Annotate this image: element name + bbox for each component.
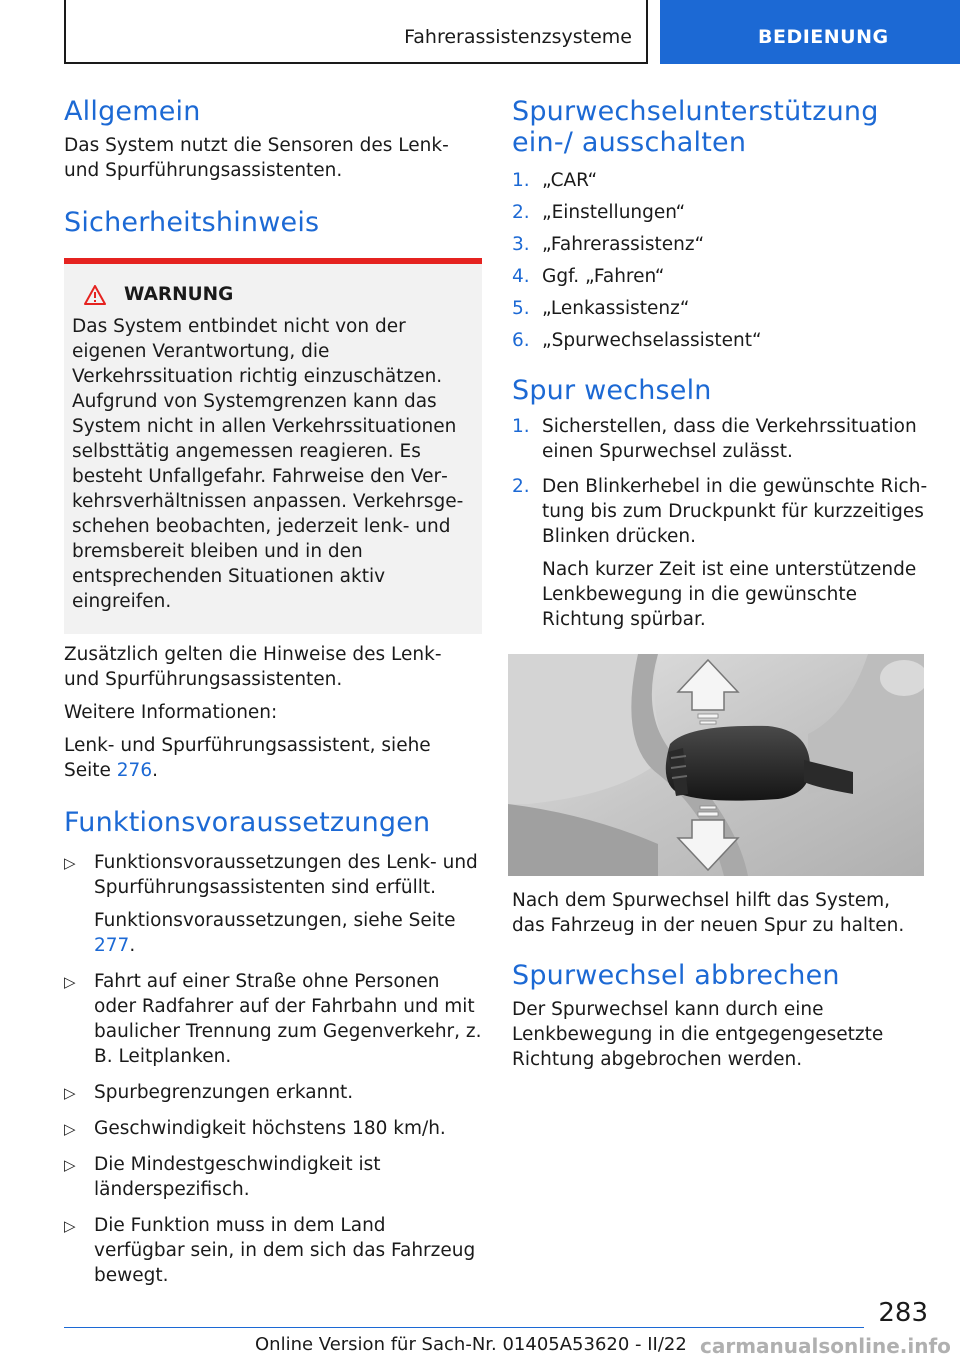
list-item xyxy=(64,1080,482,1105)
step-item xyxy=(512,414,928,464)
heading-spurwechsel-abbrechen: Spurwechsel abbrechen xyxy=(512,960,840,991)
step-number: 5. xyxy=(512,298,530,319)
header-chapter-tab xyxy=(660,0,960,64)
list-item xyxy=(64,1116,482,1141)
footer-online-version: Online Version für Sach-Nr. 01405A53620 - II/22 xyxy=(255,1334,687,1355)
step-number: 3. xyxy=(512,234,530,255)
ref-dot: . xyxy=(129,935,136,956)
triangle-bullet-icon: ▷ xyxy=(64,1156,76,1174)
step-item xyxy=(512,328,928,353)
heading-allgemein: Allgemein xyxy=(64,96,201,127)
step-item xyxy=(512,168,928,193)
step-item xyxy=(512,474,928,632)
heading-einausschalten: Spurwechselunterstützung ein-/ ausschalten xyxy=(512,96,879,158)
ref-text: Funktionsvoraussetzungen, siehe Seite xyxy=(94,910,456,931)
sicherheit-note-3 xyxy=(64,733,482,783)
triangle-bullet-icon: ▷ xyxy=(64,1084,76,1102)
right-column xyxy=(512,96,928,1072)
list-item-text: Geschwindigkeit höchstens 180 km/h. xyxy=(94,1118,446,1139)
heading-spur-wechseln: Spur wechseln xyxy=(512,375,712,406)
watermark: carmanualsonline.info xyxy=(700,1334,951,1358)
page-link-277[interactable]: 277 xyxy=(94,935,130,956)
step-text: „Lenkassistenz“ xyxy=(542,298,690,319)
triangle-bullet-icon: ▷ xyxy=(64,973,76,991)
einaus-steps xyxy=(512,168,928,353)
step-text: „Fahrerassistenz“ xyxy=(542,234,705,255)
list-item xyxy=(64,850,482,958)
allgemein-text: Das System nutzt die Sensoren des Lenk- und Spurführungsassistenten. xyxy=(64,135,449,181)
step-text: Sicherstellen, dass die Verkehrssituation einen Spurwechsel zulässt. xyxy=(542,416,917,462)
step-item xyxy=(512,232,928,257)
triangle-bullet-icon: ▷ xyxy=(64,854,76,872)
abbrechen-text: Der Spurwechsel kann durch eine Lenkbewegung in die entgegengesetzte Richtung abgebrochen werden. xyxy=(512,999,884,1070)
step-item xyxy=(512,264,928,289)
header-section-title: Fahrerassistenzsysteme xyxy=(404,26,632,48)
warning-title xyxy=(72,284,474,306)
step-text: Ggf. „Fahren“ xyxy=(542,266,665,287)
warning-box xyxy=(64,258,482,634)
triangle-bullet-icon: ▷ xyxy=(64,1217,76,1235)
step-number: 2. xyxy=(512,476,530,497)
list-item-text: Die Mindestgeschwindigkeit ist länderspezifisch. xyxy=(94,1154,381,1200)
ref-dot: . xyxy=(152,760,158,781)
header-section-box xyxy=(64,0,648,64)
page-number: 283 xyxy=(878,1298,928,1328)
sicherheit-note-1: Zusätzlich gelten die Hinweise des Lenk- und Spurführungsassistenten. xyxy=(64,644,442,690)
after-photo-text: Nach dem Spurwechsel hilft das System, das Fahrzeug in der neuen Spur zu halten. xyxy=(512,890,905,936)
warning-label: WARNUNG xyxy=(124,284,234,305)
step-text: Den Blinkerhebel in die gewünschte Richtung bis zum Druckpunkt für kurzzeitiges Blinken drücken. xyxy=(542,476,928,547)
page-link-276[interactable]: 276 xyxy=(116,760,153,781)
list-item-text: Fahrt auf einer Straße ohne Personen oder Radfahrer auf der Fahrbahn und mit baulicher Trennung zum Gegenverkehr, z. B. Leitplanken. xyxy=(94,971,482,1067)
list-item xyxy=(64,1213,482,1288)
turn-signal-lever-photo xyxy=(508,654,924,876)
triangle-bullet-icon: ▷ xyxy=(64,1120,76,1138)
list-item-sub xyxy=(94,908,482,958)
step-number: 1. xyxy=(512,416,530,437)
turn-signal-lever-illustration xyxy=(508,654,924,876)
ref-text: Lenk- und Spurführungsassistent, siehe Seite xyxy=(64,735,431,781)
step-text: „Einstellungen“ xyxy=(542,202,686,223)
sicherheit-note-2: Weitere Informationen: xyxy=(64,702,278,723)
header-chapter-title: BEDIENUNG xyxy=(758,26,889,48)
step-item xyxy=(512,200,928,225)
left-column xyxy=(64,96,482,1299)
heading-sicherheitshinweis: Sicherheitshinweis xyxy=(64,207,320,238)
heading-funktionsvoraussetzungen: Funktionsvoraussetzungen xyxy=(64,807,431,838)
warning-triangle-icon xyxy=(84,285,106,305)
step-text: „Spurwechselassistent“ xyxy=(542,330,762,351)
warning-text: Das System entbindet nicht von der eigenen Verantwortung, die Verkehrssituation richtig einzuschätzen. Aufgrund von Systemgrenzen kann das System nicht in allen Verkehrssituationen selbsttätig angemessen reagieren. Es besteht Unfallgefahr. Fahrweise den Verkehrsverhältnissen anpassen. Verkehrsgeschehen beobachten, jederzeit lenk- und bremsbereit bleiben und in den entsprechenden Situationen aktiv eingreifen. xyxy=(72,316,464,612)
step-item xyxy=(512,296,928,321)
list-item-text: Spurbegrenzungen erkannt. xyxy=(94,1082,354,1103)
step-number: 2. xyxy=(512,202,530,223)
list-item-text: Die Funktion muss in dem Land verfügbar sein, in dem sich das Fahrzeug bewegt. xyxy=(94,1215,476,1286)
step-text: „CAR“ xyxy=(542,170,598,191)
requirements-list xyxy=(64,850,482,1288)
list-item-text: Funktionsvoraussetzungen des Lenk- und Spurführungsassistenten sind erfüllt. xyxy=(94,852,478,898)
step-sub-text: Nach kurzer Zeit ist eine unterstützende Lenkbewegung in die gewünschte Richtung spürbar. xyxy=(542,559,917,630)
step-number: 6. xyxy=(512,330,530,351)
list-item xyxy=(64,1152,482,1202)
wechseln-steps xyxy=(512,414,928,632)
list-item xyxy=(64,969,482,1069)
step-number: 1. xyxy=(512,170,530,191)
footer-divider xyxy=(64,1327,864,1328)
step-number: 4. xyxy=(512,266,530,287)
